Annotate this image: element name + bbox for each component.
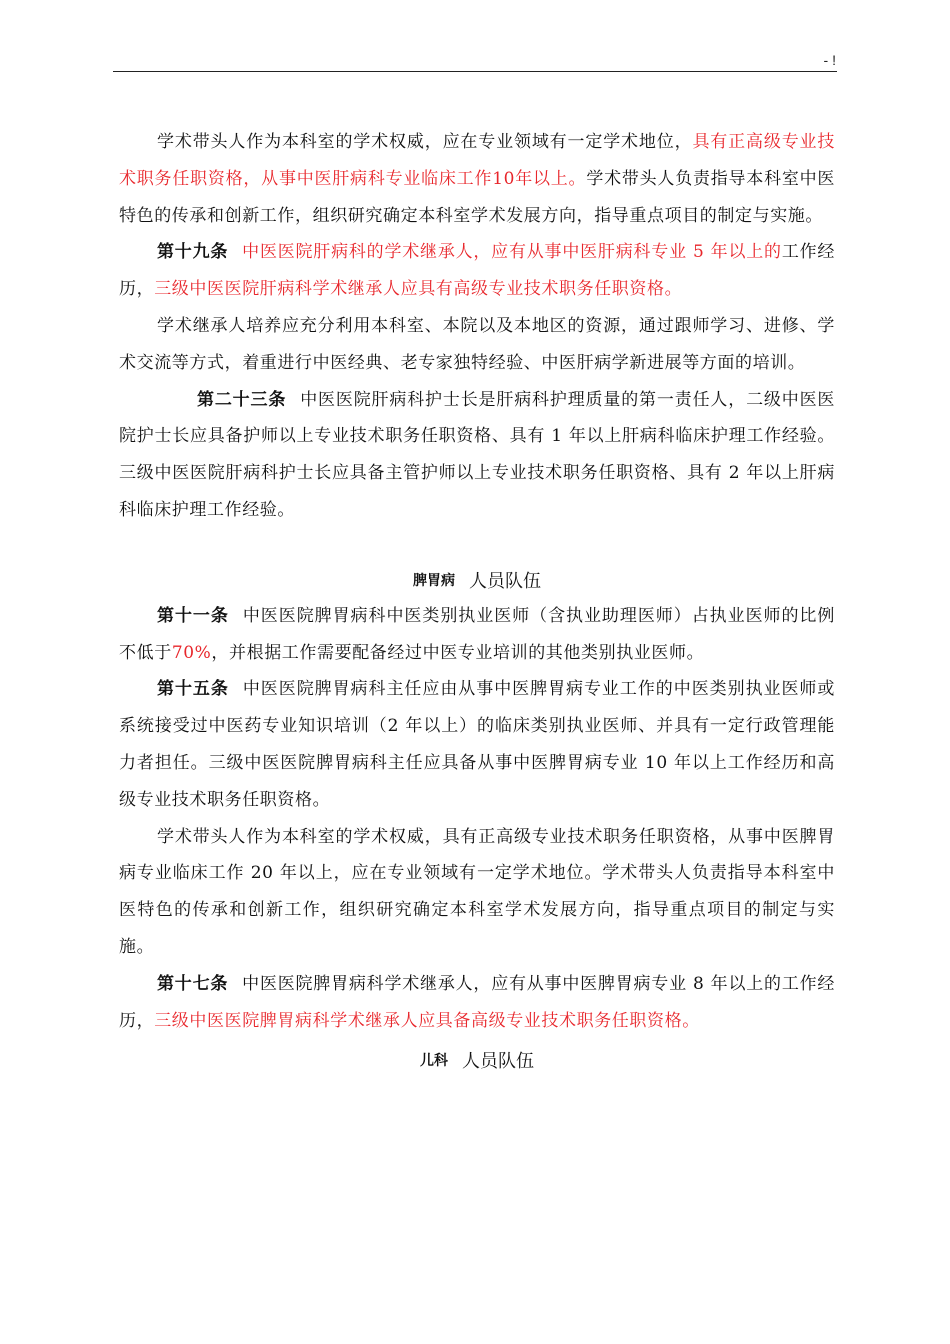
highlight-text: 中医医院肝病科的学术继承人，应有从事中医肝病科专业 5 年以上的: [242, 242, 782, 263]
highlight-text: 三级中医医院肝病科学术继承人应具有高级专业技术职务任职资格。: [154, 279, 683, 300]
article-15: [119, 671, 835, 818]
section-name: 脾胃病: [413, 572, 455, 589]
section-title-pediatrics: [119, 1045, 835, 1078]
article-19: [119, 234, 835, 308]
section-subtitle: 人员队伍: [469, 570, 541, 592]
text: ，并根据工作需要配备经过中医专业培训的其他类别执业医师。: [211, 642, 705, 663]
paragraph-academic-leader-spleen: 学术带头人作为本科室的学术权威，具有正高级专业技术职务任职资格，从事中医脾胃病专业临床工作 20 年以上，应在专业领域有一定学术地位。学术带头人负责指导本科室中医特色的传承和创新工作，组织研究确定本科室学术发展方向，指导重点项目的制定与实施。: [119, 826, 835, 957]
page-number: - !: [823, 52, 836, 68]
article-title: 第十七条: [157, 973, 229, 994]
header-rule: [113, 71, 837, 72]
document-body: [119, 124, 835, 1078]
article-title: 第十一条: [157, 605, 229, 626]
article-title: 第十九条: [157, 242, 229, 263]
highlight-text: 70%: [171, 642, 212, 663]
text: 中医医院脾胃病科学术继承人，应有从事中医脾胃病专业 8 年以上的工作经历，: [119, 973, 835, 1031]
text: 中医医院脾胃病科中医类别执业医师（含执业助理医师）占执业医师的比例不低于: [119, 605, 835, 663]
section-subtitle: 人员队伍: [462, 1051, 534, 1073]
section-name: 儿科: [420, 1053, 448, 1070]
text: 中医医院脾胃病科主任应由从事中医脾胃病专业工作的中医类别执业医师或系统接受过中医药专业知识培训（2 年以上）的临床类别执业医师、并具有一定行政管理能力者担任。三级中医医院脾胃病科主任应具备从事中医脾胃病专业 10 年以上工作经历和高级专业技术职务任职资格。: [119, 679, 835, 810]
article-23: [119, 382, 835, 529]
article-title: 第十五条: [157, 679, 229, 700]
text: 学术带头人作为本科室的学术权威，应在专业领域有一定学术地位，: [157, 132, 693, 152]
article-17: [119, 966, 835, 1040]
section-title-spleen: [119, 565, 835, 598]
article-11: [119, 598, 835, 672]
article-title: 第二十三条: [197, 389, 287, 410]
paragraph-successor-training: 学术继承人培养应充分利用本科室、本院以及本地区的资源，通过跟师学习、进修、学术交流等方式，着重进行中医经典、老专家独特经验、中医肝病学新进展等方面的培训。: [119, 315, 835, 373]
text: 工作经历，: [119, 242, 835, 300]
text: 中医医院肝病科护士长是肝病科护理质量的第一责任人，二级中医医院护士长应具备护师以上专业技术职务任职资格、具有 1 年以上肝病科临床护理工作经验。三级中医医院肝病科护士长应具备主管护师以上专业技术职务任职资格、具有 2 年以上肝病科临床护理工作经验。: [119, 389, 836, 520]
highlight-text: 具有正高级专业技术职务任职资格，从事中医肝病科专业临床工作10年以上。: [119, 132, 835, 189]
text: 学术带头人负责指导本科室中医特色的传承和创新工作，组织研究确定本科室学术发展方向，指导重点项目的制定与实施。: [119, 168, 835, 226]
paragraph-academic-leader-liver: [119, 124, 835, 234]
highlight-text: 三级中医医院脾胃病科学术继承人应具备高级专业技术职务任职资格。: [154, 1010, 700, 1031]
